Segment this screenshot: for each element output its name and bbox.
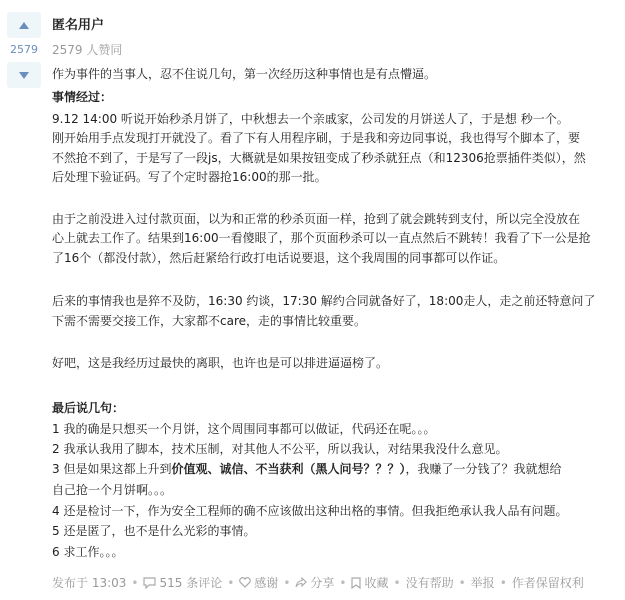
list-item: 4 还是检讨一下，作为安全工程师的确不应该做出这种出格的事情。但我拒绝承认我人品有问题。 <box>52 504 568 518</box>
list-item-text: ，我赚了一分钱了？我就想给 <box>405 462 562 476</box>
list-item-text: 3 但是如果这都上升到 <box>52 462 172 476</box>
vote-column <box>6 12 42 88</box>
separator-dot: • <box>131 575 139 590</box>
separator-dot: • <box>499 575 507 590</box>
published-time[interactable]: 发布于 13:03 <box>52 576 127 590</box>
share-label: 分享 <box>310 576 335 590</box>
upvote-button[interactable] <box>7 12 41 38</box>
list-item: 6 求工作。。。 <box>52 545 124 559</box>
paragraph-line: 9.12 14:00 听说开始秒杀月饼了，中秋想去一个亲戚家，公司发的月饼送人了，于是想 秒一个。 <box>52 112 569 126</box>
list-item: 5 还是匿了，也不是什么光彩的事情。 <box>52 524 256 538</box>
paragraph-line: 了16个（都没付款），然后赶紧给行政打电话说要退，这个我周围的同事都可以作证。 <box>52 251 506 265</box>
thanks-label: 感谢 <box>254 576 279 590</box>
list-item <box>52 460 561 478</box>
section-heading: 最后说几句： <box>52 401 125 415</box>
list-item: 自己抢一个月饼啊。。。 <box>52 483 173 497</box>
downvote-arrow-icon <box>19 72 29 79</box>
paragraph-line: 不然抢不到了，于是写了一段js，大概就是如果按钮变成了秒杀就狂点（和12306抢票插件类似），然 <box>52 151 586 165</box>
paragraph-line: 好吧，这是我经历过最快的离职，也许也是可以排进逼逼榜了。 <box>52 356 389 370</box>
collect-label: 收藏 <box>364 576 389 590</box>
comment-icon <box>143 577 156 589</box>
intro-text: 作为事件的当事人，忍不住说几句，第一次经历这种事情也是有点懵逼。 <box>52 67 437 81</box>
separator-dot: • <box>339 575 347 590</box>
list-item-emphasis: 价值观、诚信、不当获利（黑人问号？？？） <box>171 462 406 476</box>
copyright-notice[interactable]: 作者保留权利 <box>511 576 584 590</box>
paragraph-line: 由于之前没进入过付款页面，以为和正常的秒杀页面一样，抢到了就会跳转到支付，所以完全没放在 <box>52 212 581 226</box>
answer-meta-bar <box>52 574 584 591</box>
collect-bookmark-icon <box>351 577 361 589</box>
separator-dot: • <box>227 575 235 590</box>
paragraph-line: 心上就去工作了。结果到16:00一看傻眼了，那个页面秒杀可以一直点然后不跳转！我看了下一公是抢 <box>52 231 591 245</box>
share-button[interactable] <box>295 574 334 591</box>
thanks-button[interactable] <box>239 574 278 591</box>
vote-count: 2579 <box>10 43 38 56</box>
list-item: 2 我承认我用了脚本，技术压制，对其他人不公平，所以我认，对结果我没什么意见。 <box>52 442 508 456</box>
paragraph-line: 后处理下验证码。写了个定时器抢16:00的那一批。 <box>52 170 327 184</box>
section-heading: 事情经过： <box>52 90 113 104</box>
separator-dot: • <box>458 575 466 590</box>
share-arrow-icon <box>295 577 307 588</box>
paragraph-line: 后来的事情我也是猝不及防，16:30 约谈，17:30 解约合同就备好了，18:00走人，走之前还特意问了 <box>52 294 596 308</box>
upvote-arrow-icon <box>19 22 29 29</box>
list-item: 1 我的确是只想买一个月饼，这个周围同事都可以做证，代码还在呢。。。 <box>52 422 436 436</box>
paragraph-line: 刚开始用手点发现打开就没了。看了下有人用程序刷，于是我和旁边同事说，我也得写个脚本了，要 <box>52 131 581 145</box>
separator-dot: • <box>393 575 401 590</box>
thanks-heart-icon <box>239 577 251 588</box>
not-helpful-button[interactable]: 没有帮助 <box>405 576 454 590</box>
collect-button[interactable] <box>351 574 388 591</box>
comments-label: 515 条评论 <box>159 576 223 590</box>
author-name[interactable]: 匿名用户 <box>52 18 105 33</box>
paragraph-line: 下需不需要交接工作，大家都不care，走的事情比较重要。 <box>52 314 367 328</box>
report-button[interactable]: 举报 <box>470 576 495 590</box>
downvote-button[interactable] <box>7 62 41 88</box>
comments-link[interactable] <box>143 574 222 591</box>
separator-dot: • <box>283 575 291 590</box>
votes-summary[interactable]: 2579 人赞同 <box>52 43 123 57</box>
